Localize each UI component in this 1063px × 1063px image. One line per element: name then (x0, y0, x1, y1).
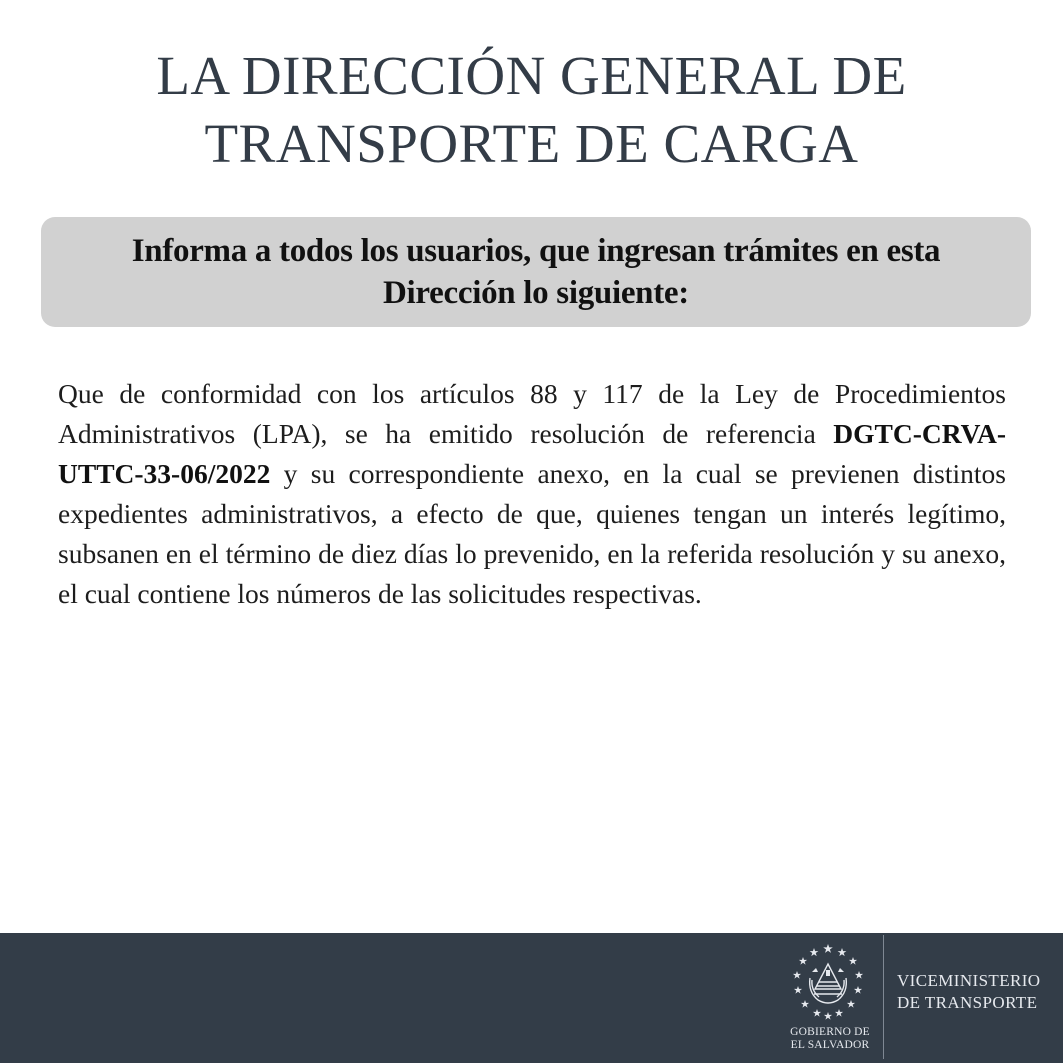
footer-divider (883, 935, 884, 1059)
government-label (780, 1026, 880, 1052)
title-line-2: TRANSPORTE DE CARGA (204, 113, 859, 174)
resolution-reference: DGTC-CRVA-UTTC-33-06/2022 (58, 418, 1006, 489)
notice-text: Informa a todos los usuarios, que ingresan trámites en esta Dirección lo siguiente: (131, 233, 941, 311)
notice-banner (41, 217, 1031, 327)
gov-line-1: GOBIERNO DE (790, 1026, 870, 1038)
el-salvador-coat-of-arms-icon (792, 942, 864, 1022)
page-title (40, 42, 1023, 178)
government-logo (780, 942, 880, 1058)
body-text-part-2: y su correspondiente anexo, en la cual se previenen distintos expedientes administrativos, a efecto de que, quienes tengan un interés legítimo, subsanen en el término de diez días lo prevenido, en la referida resolución y su anexo, el cual contiene los números de las solicitudes respectivas. (58, 458, 1006, 609)
body-text-part-1: Que de conformidad con los artículos 88 y 117 de la Ley de Procedimientos Administrativos (LPA), se ha emitido resolución de referencia (58, 378, 1006, 449)
vice-line-2: DE TRANSPORTE (897, 993, 1038, 1012)
gov-line-2: EL SALVADOR (790, 1039, 870, 1051)
viceministry-label (897, 970, 1057, 1014)
title-line-1: LA DIRECCIÓN GENERAL DE (156, 45, 907, 106)
body-paragraph (58, 374, 1006, 614)
vice-line-1: VICEMINISTERIO (897, 971, 1041, 990)
